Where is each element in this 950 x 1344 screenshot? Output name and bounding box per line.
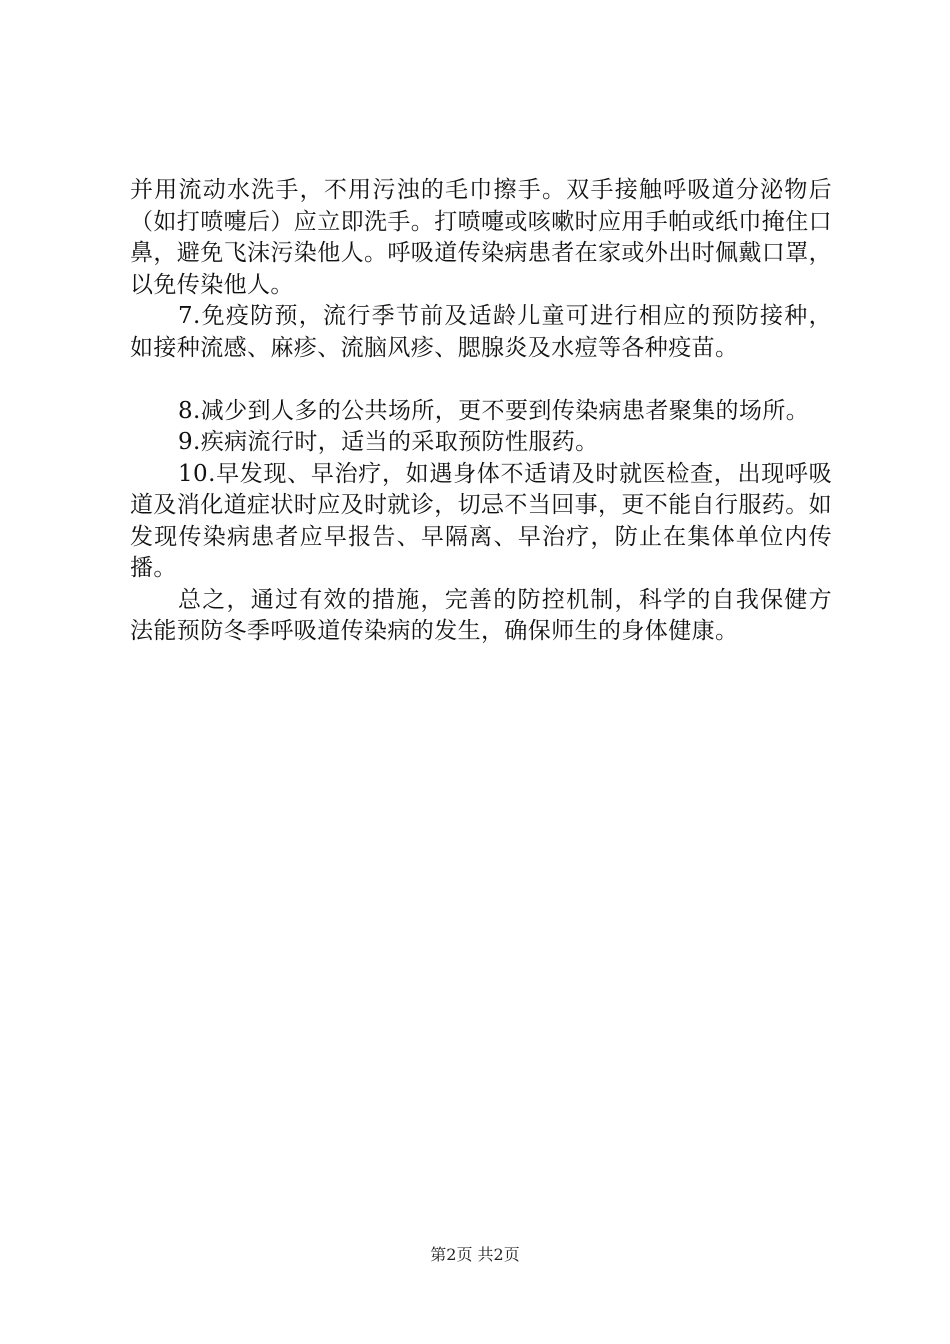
- paragraph-item-7: 7.免疫防预，流行季节前及适龄儿童可进行相应的预防接种，如接种流感、麻疹、流脑风疹、腮腺炎及水痘等各种疫苗。: [130, 303, 832, 361]
- paragraph-item-9: 9.疾病流行时，适当的采取预防性服药。: [178, 429, 599, 455]
- blank-line: [130, 364, 832, 396]
- paragraph-item-8: 8.减少到人多的公共场所，更不要到传染病患者聚集的场所。: [178, 397, 810, 424]
- page-footer: 第2页 共2页: [430, 1245, 520, 1264]
- paragraph-item-10: 10.早发现、早治疗，如遇身体不适请及时就医检查，出现呼吸道及消化道症状时应及时就诊，切忌不当回事，更不能自行服药。如发现传染病患者应早报告、早隔离、早治疗，防止在集体单位内传播。: [130, 460, 832, 581]
- paragraph-conclusion: 总之，通过有效的措施，完善的防控机制，科学的自我保健方法能预防冬季呼吸道传染病的发生，确保师生的身体健康。: [130, 586, 832, 644]
- paragraph-handwashing: 并用流动水洗手，不用污浊的毛巾擦手。双手接触呼吸道分泌物后（如打喷嚏后）应立即洗手。打喷嚏或咳嗽时应用手帕或纸巾掩住口鼻，避免飞沫污染他人。呼吸道传染病患者在家或外出时佩戴口罩，以免传染他人。: [130, 177, 832, 298]
- document-body: [130, 175, 832, 648]
